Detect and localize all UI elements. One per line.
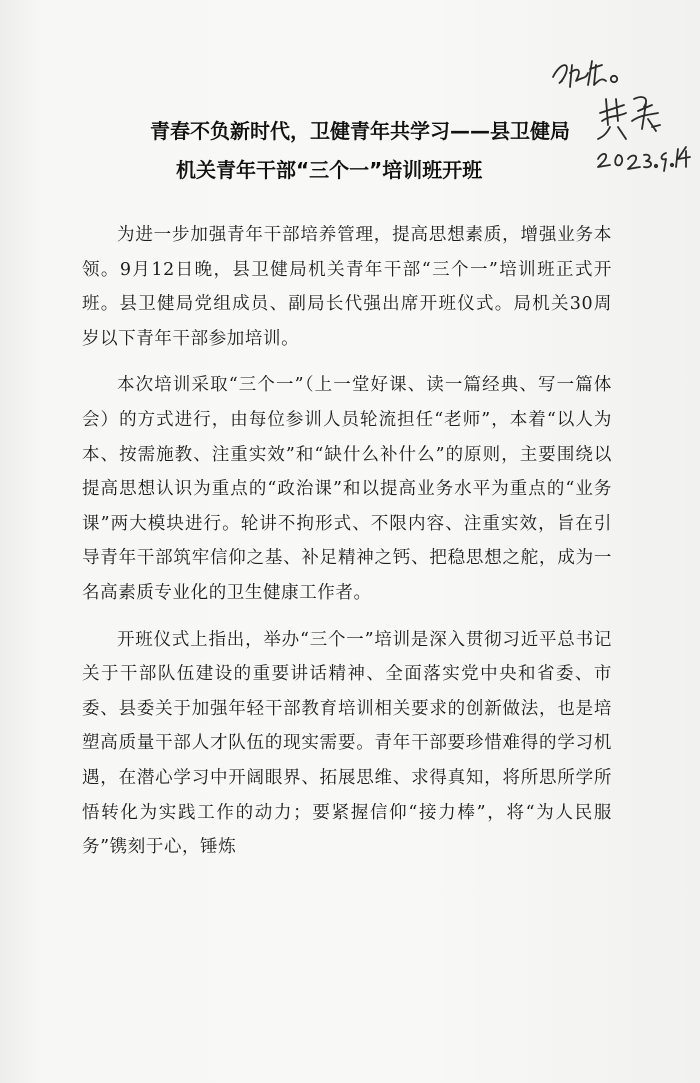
paragraph-3: 开班仪式上指出，举办“三个一”培训是深入贯彻习近平总书记关于干部队伍建设的重要讲话精神、全面落实党中央和省委、市委、县委关于加强年轻干部教育培训相关要求的创新做法，也是培塑高质量干部人才队伍的现实需要。青年干部要珍惜难得的学习机遇，在潜心学习中开阔眼界、拓展思维、求得真知，将所思所学所悟转化为实践工作的动力；要紧握信仰“接力棒”，将“为人民服务”镌刻于心，锤炼 xyxy=(82,629,612,858)
title-line-1: 青春不负新时代，卫健青年共学习——县卫健局 xyxy=(150,119,570,143)
paragraph-2: 本次培训采取“三个一”（上一堂好课、读一篇经典、写一篇体会）的方式进行，由每位参训人员轮流担任“老师”，本着“以人为本、按需施教、注重实效”和“缺什么补什么”的原则，主要围绕以提高思想认识为重点的“政治课”和以提高业务水平为重点的“业务课”两大模块进行。轮讲不拘形式、不限内容、注重实效，旨在引导青年干部筑牢信仰之基、补足精神之钙、把稳思想之舵，成为一名高素质专业化的卫生健康工作者。 xyxy=(82,375,612,603)
title-line-2: 机关青年干部“三个一”培训班开班 xyxy=(176,158,483,182)
document-title xyxy=(150,112,610,190)
paragraph-1: 为进一步加强青年干部培养管理，提高思想素质，增强业务本领。9月12日晚，县卫健局机关青年干部“三个一”培训班正式开班。县卫健局党组成员、副局长代强出席开班仪式。局机关30周岁以下青年干部参加培训。 xyxy=(82,225,612,349)
document-body xyxy=(82,218,612,865)
